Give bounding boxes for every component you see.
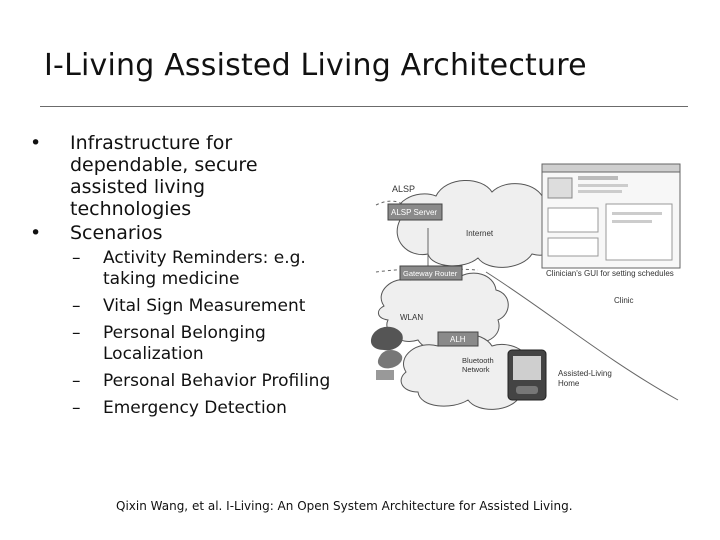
dash-icon: – bbox=[72, 371, 81, 391]
bullet-line: dependable, secure bbox=[70, 154, 258, 176]
slide-title: I-Living Assisted Living Architecture bbox=[44, 48, 587, 83]
bullet-dot-icon: • bbox=[30, 132, 42, 154]
pda-device-icon bbox=[508, 350, 546, 400]
title-divider bbox=[40, 106, 688, 107]
scenario-belonging-localization bbox=[70, 323, 358, 365]
scenario-line: Vital Sign Measurement bbox=[103, 296, 306, 316]
bullet-text bbox=[70, 132, 258, 220]
bullet-line: technologies bbox=[70, 198, 192, 220]
label-bluetooth: Bluetooth bbox=[462, 356, 494, 365]
label-alsp-server: ALSP Server bbox=[391, 208, 438, 217]
label-alsp: ALSP bbox=[392, 184, 416, 194]
label-internet: Internet bbox=[466, 229, 494, 238]
dash-icon: – bbox=[72, 398, 81, 418]
architecture-figure bbox=[366, 160, 686, 420]
label-clinicians-gui: Clinician's GUI for setting schedules bbox=[546, 269, 674, 278]
bullet-infrastructure bbox=[28, 132, 358, 220]
clinician-gui-window bbox=[542, 164, 680, 268]
label-clinic: Clinic bbox=[614, 296, 634, 305]
citation: Qixin Wang, et al. I-Living: An Open System Architecture for Assisted Living. bbox=[116, 499, 573, 513]
bullet-list bbox=[28, 132, 358, 425]
scenario-activity-reminders bbox=[70, 248, 358, 290]
dash-icon: – bbox=[72, 248, 81, 268]
internet-cloud bbox=[397, 180, 564, 267]
label-home: Home bbox=[558, 379, 580, 388]
bullet-dot-icon: • bbox=[30, 222, 42, 244]
medical-device-icon bbox=[371, 327, 403, 380]
bullet-line: assisted living bbox=[70, 176, 206, 198]
scenario-vital-sign bbox=[70, 296, 358, 317]
scenario-line: Personal Belonging bbox=[103, 323, 266, 343]
label-alh: ALH bbox=[450, 335, 466, 344]
bullet-line: Infrastructure for bbox=[70, 132, 233, 154]
dash-icon: – bbox=[72, 296, 81, 316]
scenario-line: Localization bbox=[103, 344, 204, 364]
label-network: Network bbox=[462, 365, 490, 374]
label-assisted-living: Assisted-Living bbox=[558, 369, 612, 378]
scenario-list bbox=[70, 248, 358, 419]
bullet-scenarios bbox=[28, 222, 358, 419]
scenario-behavior-profiling bbox=[70, 371, 358, 392]
bullet-text: Scenarios bbox=[70, 222, 163, 244]
label-gateway-router: Gateway Router bbox=[403, 269, 458, 278]
label-wlan: WLAN bbox=[400, 313, 424, 322]
scenario-line: Emergency Detection bbox=[103, 398, 287, 418]
scenario-line: Activity Reminders: e.g. bbox=[103, 248, 306, 268]
scenario-emergency-detection bbox=[70, 398, 358, 419]
dash-icon: – bbox=[72, 323, 81, 343]
scenario-line: Personal Behavior Profiling bbox=[103, 371, 331, 391]
scenario-line: taking medicine bbox=[103, 269, 240, 289]
